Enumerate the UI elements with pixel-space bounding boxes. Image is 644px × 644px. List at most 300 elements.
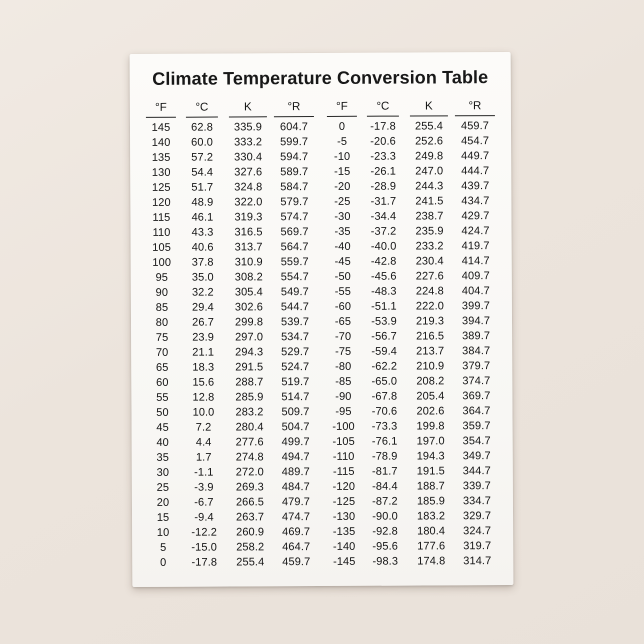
cell-celsius: -17.8 — [370, 120, 396, 133]
cell-rankine: 334.7 — [462, 495, 492, 508]
cell-rankine: 524.7 — [281, 361, 310, 374]
table-header-right — [325, 88, 499, 117]
table-row — [327, 494, 501, 510]
cell-kelvin: 260.9 — [236, 526, 265, 539]
cell-rankine: 549.7 — [280, 286, 309, 299]
table-row — [145, 390, 319, 406]
table-row — [326, 404, 500, 420]
cell-rankine: 354.7 — [462, 435, 491, 448]
cell-kelvin: 310.9 — [234, 256, 263, 269]
cell-rankine: 444.7 — [461, 165, 490, 178]
cell-fahrenheit: -40 — [334, 240, 351, 253]
cell-fahrenheit: -55 — [334, 285, 351, 298]
cell-kelvin: 205.4 — [416, 390, 445, 403]
cell-rankine: 409.7 — [461, 270, 490, 283]
cell-fahrenheit: -30 — [334, 210, 351, 223]
cell-fahrenheit: -100 — [332, 420, 355, 433]
cell-rankine: 589.7 — [280, 166, 309, 179]
cell-kelvin: 319.3 — [234, 211, 263, 224]
cell-kelvin: 280.4 — [235, 421, 264, 434]
cell-rankine: 599.7 — [280, 136, 309, 149]
cell-fahrenheit: -135 — [332, 525, 356, 538]
cell-fahrenheit: -115 — [332, 465, 355, 478]
cell-fahrenheit: -70 — [334, 330, 352, 343]
cell-fahrenheit: -80 — [335, 360, 352, 373]
cell-celsius: -65.0 — [371, 375, 398, 388]
table-row — [327, 479, 501, 495]
cell-celsius: -84.4 — [372, 480, 398, 493]
cell-fahrenheit: -5 — [337, 135, 348, 148]
table-row — [146, 525, 320, 541]
table-row — [146, 450, 320, 466]
cell-rankine: 359.7 — [462, 420, 491, 433]
cell-celsius: 18.3 — [192, 361, 215, 374]
cell-rankine: 364.7 — [462, 405, 491, 418]
cell-celsius: 62.8 — [191, 121, 213, 134]
cell-fahrenheit: 100 — [152, 256, 172, 269]
cell-kelvin: 297.0 — [235, 331, 264, 344]
cell-kelvin: 235.9 — [415, 225, 444, 238]
cell-celsius: -56.7 — [371, 330, 397, 343]
cell-kelvin: 213.7 — [416, 345, 445, 358]
cell-rankine: 554.7 — [280, 271, 309, 284]
cell-kelvin: 224.8 — [415, 285, 444, 298]
cell-kelvin: 194.3 — [416, 450, 445, 463]
cell-celsius: -12.2 — [191, 526, 217, 539]
page-title: Climate Temperature Conversion Table — [152, 67, 489, 89]
cell-celsius: -67.8 — [371, 390, 398, 403]
cell-celsius: -40.0 — [370, 240, 397, 253]
cell-kelvin: 283.2 — [235, 406, 264, 419]
cell-rankine: 439.7 — [461, 180, 490, 193]
header-rankine: °R — [270, 89, 318, 117]
cell-celsius: -15.0 — [191, 541, 218, 554]
cell-fahrenheit: 20 — [156, 496, 170, 509]
cell-celsius: 4.4 — [195, 436, 212, 449]
cell-kelvin: 191.5 — [416, 465, 445, 478]
table-row — [325, 179, 499, 195]
table-row — [146, 480, 320, 496]
cell-celsius: 48.9 — [191, 196, 214, 209]
cell-celsius: 51.7 — [191, 181, 214, 194]
cell-celsius: -20.6 — [370, 135, 396, 148]
cell-fahrenheit: 145 — [151, 121, 171, 134]
table-row — [146, 435, 320, 451]
cell-fahrenheit: -90 — [335, 390, 352, 403]
table-row — [326, 329, 500, 345]
cell-rankine: 499.7 — [281, 436, 310, 449]
cell-rankine: 344.7 — [462, 465, 491, 478]
cell-rankine: 539.7 — [280, 316, 310, 329]
cell-celsius: 7.2 — [195, 421, 212, 434]
cell-rankine: 424.7 — [461, 225, 490, 238]
cell-celsius: 60.0 — [191, 136, 214, 149]
cell-fahrenheit: -130 — [332, 510, 356, 523]
table-row — [145, 315, 319, 331]
cell-kelvin: 233.2 — [415, 240, 444, 253]
cell-celsius: 10.0 — [192, 406, 215, 419]
cell-fahrenheit: -25 — [334, 195, 351, 208]
cell-fahrenheit: 5 — [160, 541, 167, 554]
cell-fahrenheit: 95 — [155, 271, 169, 284]
cell-fahrenheit: 85 — [155, 301, 169, 314]
cell-celsius: -26.1 — [370, 165, 397, 178]
cell-kelvin: 274.8 — [235, 451, 264, 464]
cell-kelvin: 288.7 — [235, 376, 264, 389]
cell-celsius: 43.3 — [191, 226, 214, 239]
cell-fahrenheit: 135 — [151, 151, 171, 164]
table-row — [326, 314, 500, 330]
cell-celsius: -95.6 — [372, 540, 399, 553]
cell-rankine: 544.7 — [280, 301, 309, 314]
table-row — [326, 269, 500, 285]
cell-celsius: 57.2 — [191, 151, 214, 164]
table-row — [327, 509, 501, 525]
cell-fahrenheit: -10 — [334, 150, 351, 163]
cell-fahrenheit: 115 — [152, 211, 171, 224]
cell-rankine: 564.7 — [280, 241, 309, 254]
cell-kelvin: 330.4 — [234, 151, 263, 164]
header-fahrenheit: °F — [144, 90, 178, 118]
cell-kelvin: 266.5 — [235, 496, 265, 509]
table-row — [326, 224, 500, 240]
cell-kelvin: 241.5 — [415, 195, 444, 208]
cell-kelvin: 222.0 — [415, 300, 444, 313]
cell-celsius: 26.7 — [192, 316, 214, 329]
cell-rankine: 469.7 — [282, 526, 311, 539]
cell-fahrenheit: 10 — [156, 526, 170, 539]
cell-fahrenheit: 60 — [156, 376, 169, 389]
cell-kelvin: 188.7 — [416, 480, 445, 493]
cell-rankine: 324.7 — [463, 525, 492, 538]
cell-kelvin: 285.9 — [235, 391, 264, 404]
cell-fahrenheit: 15 — [156, 511, 170, 524]
cell-fahrenheit: 70 — [155, 346, 169, 359]
cell-fahrenheit: 80 — [155, 316, 169, 329]
table-row — [327, 554, 501, 570]
cell-kelvin: 255.4 — [414, 120, 444, 133]
cell-rankine: 459.7 — [282, 556, 311, 569]
table-body-left — [144, 117, 320, 571]
cell-celsius: -53.9 — [371, 315, 397, 328]
cell-rankine: 374.7 — [462, 375, 491, 388]
header-rankine: °R — [451, 88, 499, 116]
cell-fahrenheit: 90 — [155, 286, 169, 299]
cell-fahrenheit: -140 — [332, 540, 356, 553]
cell-rankine: 384.7 — [462, 345, 491, 358]
table-row — [146, 420, 320, 436]
table-row — [327, 464, 501, 480]
table-row — [144, 195, 318, 211]
cell-rankine: 329.7 — [462, 510, 492, 523]
cell-kelvin: 324.8 — [234, 181, 263, 194]
cell-celsius: 12.8 — [192, 391, 215, 404]
cell-fahrenheit: -145 — [333, 555, 356, 568]
table-body-right — [325, 116, 501, 570]
cell-celsius: -23.3 — [370, 150, 396, 163]
cell-kelvin: 210.9 — [416, 360, 445, 373]
cell-kelvin: 244.3 — [415, 180, 444, 193]
cell-rankine: 314.7 — [463, 555, 492, 568]
cell-celsius: -73.3 — [371, 420, 398, 433]
cell-kelvin: 291.5 — [235, 361, 264, 374]
conversion-table-left — [144, 89, 321, 571]
tables-container — [130, 88, 514, 571]
cell-kelvin: 327.6 — [234, 166, 263, 179]
cell-rankine: 474.7 — [281, 511, 311, 524]
table-row — [145, 330, 319, 346]
table-row — [327, 524, 501, 540]
cell-fahrenheit: 140 — [151, 136, 171, 149]
cell-celsius: -81.7 — [371, 465, 398, 478]
cell-rankine: 454.7 — [461, 135, 490, 148]
cell-celsius: 40.6 — [191, 241, 214, 254]
cell-celsius: -31.7 — [370, 195, 397, 208]
conversion-table-right — [325, 88, 502, 570]
table-header-left — [144, 89, 318, 118]
cell-kelvin: 230.4 — [415, 255, 444, 268]
cell-rankine: 594.7 — [280, 151, 309, 164]
cell-rankine: 509.7 — [281, 406, 310, 419]
cell-rankine: 584.7 — [280, 181, 309, 194]
cell-kelvin: 322.0 — [234, 196, 263, 209]
cell-kelvin: 308.2 — [234, 271, 263, 284]
cell-celsius: -37.2 — [370, 225, 397, 238]
cell-kelvin: 208.2 — [416, 375, 445, 388]
cell-kelvin: 197.0 — [416, 435, 445, 448]
cell-kelvin: 216.5 — [416, 330, 445, 343]
cell-rankine: 604.7 — [279, 121, 309, 134]
cell-rankine: 349.7 — [462, 450, 491, 463]
cell-kelvin: 219.3 — [415, 315, 445, 328]
cell-rankine: 379.7 — [462, 360, 491, 373]
cell-rankine: 479.7 — [281, 496, 311, 509]
cell-kelvin: 199.8 — [416, 420, 445, 433]
cell-fahrenheit: 55 — [156, 391, 169, 404]
cell-fahrenheit: -65 — [334, 315, 352, 328]
header-celsius: °C — [359, 89, 407, 117]
cell-kelvin: 227.6 — [415, 270, 444, 283]
table-row — [326, 239, 500, 255]
cell-fahrenheit: 0 — [160, 556, 167, 569]
cell-rankine: 399.7 — [461, 300, 490, 313]
cell-fahrenheit: -50 — [334, 270, 351, 283]
cell-fahrenheit: 0 — [338, 120, 346, 133]
header-kelvin: K — [407, 88, 451, 116]
table-row — [325, 209, 499, 225]
cell-rankine: 404.7 — [461, 285, 490, 298]
table-row — [326, 344, 500, 360]
cell-kelvin: 277.6 — [235, 436, 264, 449]
cell-kelvin: 185.9 — [416, 495, 446, 508]
table-row — [326, 284, 500, 300]
table-row — [325, 134, 499, 150]
cell-celsius: -17.8 — [191, 556, 218, 569]
cell-rankine: 574.7 — [280, 211, 309, 224]
cell-celsius: -28.9 — [370, 180, 397, 193]
table-row — [144, 117, 318, 136]
cell-celsius: -3.9 — [194, 481, 214, 494]
table-row — [144, 135, 318, 151]
cell-kelvin: 177.6 — [417, 540, 446, 553]
table-row — [327, 539, 501, 555]
cell-celsius: -70.6 — [371, 405, 398, 418]
cell-celsius: 32.2 — [191, 286, 214, 299]
table-row — [326, 389, 500, 405]
cell-fahrenheit: 45 — [156, 421, 169, 434]
cell-kelvin: 255.4 — [236, 556, 265, 569]
table-row — [144, 150, 318, 166]
cell-kelvin: 180.4 — [417, 525, 446, 538]
cell-rankine: 394.7 — [461, 315, 491, 328]
conversion-card — [130, 52, 514, 587]
cell-fahrenheit: 50 — [156, 406, 169, 419]
table-row — [145, 285, 319, 301]
table-row — [146, 510, 320, 526]
cell-fahrenheit: 65 — [156, 361, 169, 374]
cell-celsius: 35.0 — [191, 271, 214, 284]
table-row — [144, 165, 318, 181]
cell-kelvin: 302.6 — [234, 301, 263, 314]
table-row — [327, 449, 501, 465]
table-row — [327, 434, 501, 450]
header-fahrenheit: °F — [325, 89, 359, 117]
cell-celsius: 29.4 — [191, 301, 214, 314]
cell-fahrenheit: -110 — [332, 450, 355, 463]
cell-rankine: 339.7 — [462, 480, 491, 493]
cell-fahrenheit: -85 — [335, 375, 352, 388]
cell-fahrenheit: -20 — [334, 180, 351, 193]
cell-rankine: 389.7 — [462, 330, 491, 343]
cell-rankine: 494.7 — [281, 451, 310, 464]
header-kelvin: K — [226, 89, 270, 117]
table-row — [145, 225, 319, 241]
cell-kelvin: 313.7 — [234, 241, 263, 254]
cell-kelvin: 202.6 — [416, 405, 445, 418]
cell-rankine: 464.7 — [282, 541, 311, 554]
header-celsius: °C — [178, 89, 226, 117]
table-row — [145, 270, 319, 286]
table-row — [326, 374, 500, 390]
table-row — [145, 405, 319, 421]
cell-rankine: 489.7 — [281, 466, 310, 479]
cell-rankine: 504.7 — [281, 421, 310, 434]
cell-fahrenheit: 25 — [156, 481, 170, 494]
cell-fahrenheit: 30 — [156, 466, 170, 479]
cell-fahrenheit: 105 — [152, 241, 171, 254]
table-row — [144, 180, 318, 196]
cell-celsius: 54.4 — [191, 166, 214, 179]
cell-fahrenheit: -120 — [332, 480, 356, 493]
table-row — [326, 254, 500, 270]
cell-celsius: 37.8 — [191, 256, 214, 269]
cell-rankine: 429.7 — [461, 210, 490, 223]
table-row — [326, 359, 500, 375]
cell-celsius: -78.9 — [371, 450, 398, 463]
cell-rankine: 434.7 — [461, 195, 490, 208]
cell-celsius: -45.6 — [370, 270, 397, 283]
cell-rankine: 459.7 — [460, 120, 490, 133]
cell-fahrenheit: -125 — [332, 495, 356, 508]
table-row — [146, 495, 320, 511]
cell-fahrenheit: 40 — [156, 436, 169, 449]
cell-fahrenheit: -35 — [334, 225, 351, 238]
cell-kelvin: 263.7 — [235, 511, 265, 524]
cell-rankine: 514.7 — [281, 391, 310, 404]
cell-celsius: 1.7 — [195, 451, 212, 464]
cell-fahrenheit: 130 — [151, 166, 171, 179]
table-row — [326, 299, 500, 315]
table-row — [325, 164, 499, 180]
cell-celsius: -87.2 — [372, 495, 398, 508]
cell-celsius: -92.8 — [372, 525, 398, 538]
cell-celsius: -34.4 — [370, 210, 397, 223]
cell-fahrenheit: 35 — [156, 451, 169, 464]
cell-rankine: 414.7 — [461, 255, 490, 268]
table-row — [145, 345, 319, 361]
cell-celsius: -48.3 — [371, 285, 397, 298]
cell-kelvin: 252.6 — [415, 135, 444, 148]
cell-kelvin: 333.2 — [234, 136, 263, 149]
cell-fahrenheit: 125 — [151, 181, 171, 194]
table-row — [325, 116, 499, 135]
cell-kelvin: 294.3 — [235, 346, 264, 359]
cell-kelvin: 238.7 — [415, 210, 444, 223]
cell-celsius: -9.4 — [194, 511, 214, 524]
cell-rankine: 319.7 — [463, 540, 492, 553]
cell-kelvin: 174.8 — [417, 555, 446, 568]
cell-fahrenheit: -45 — [334, 255, 351, 268]
cell-rankine: 579.7 — [280, 196, 309, 209]
cell-celsius: 46.1 — [191, 211, 214, 224]
cell-fahrenheit: 110 — [152, 226, 171, 239]
cell-rankine: 559.7 — [280, 256, 309, 269]
cell-kelvin: 269.3 — [235, 481, 264, 494]
cell-celsius: -42.8 — [370, 255, 397, 268]
table-row — [145, 375, 319, 391]
cell-celsius: -90.0 — [372, 510, 398, 523]
table-row — [144, 210, 318, 226]
table-row — [146, 555, 320, 571]
cell-celsius: -98.3 — [372, 555, 399, 568]
cell-fahrenheit: -60 — [334, 300, 352, 313]
cell-fahrenheit: -95 — [335, 405, 352, 418]
cell-celsius: -1.1 — [194, 466, 214, 479]
cell-celsius: 21.1 — [192, 346, 215, 359]
cell-kelvin: 299.8 — [234, 316, 264, 329]
cell-rankine: 419.7 — [461, 240, 490, 253]
table-row — [325, 194, 499, 210]
cell-celsius: 15.6 — [192, 376, 215, 389]
table-row — [145, 360, 319, 376]
cell-kelvin: 183.2 — [416, 510, 446, 523]
table-row — [145, 240, 319, 256]
cell-kelvin: 305.4 — [234, 286, 263, 299]
cell-celsius: -62.2 — [371, 360, 398, 373]
cell-kelvin: 247.0 — [415, 165, 444, 178]
cell-fahrenheit: 120 — [152, 196, 171, 209]
cell-kelvin: 258.2 — [236, 541, 265, 554]
cell-rankine: 529.7 — [281, 346, 310, 359]
cell-rankine: 534.7 — [281, 331, 310, 344]
cell-celsius: -51.1 — [371, 300, 397, 313]
cell-celsius: 23.9 — [192, 331, 215, 344]
cell-rankine: 449.7 — [461, 150, 490, 163]
cell-kelvin: 335.9 — [233, 121, 263, 134]
cell-rankine: 519.7 — [281, 376, 310, 389]
cell-fahrenheit: -15 — [334, 165, 351, 178]
table-row — [145, 255, 319, 271]
